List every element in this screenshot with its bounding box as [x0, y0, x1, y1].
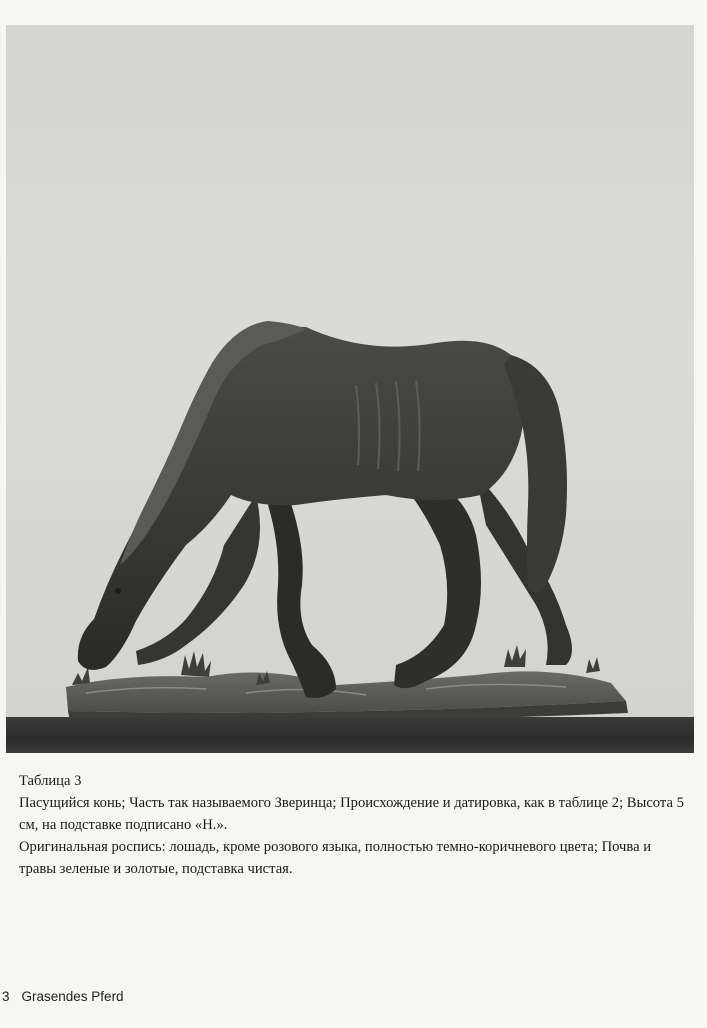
grazing-horse-figure	[6, 25, 694, 753]
plate-caption	[19, 770, 689, 880]
display-shelf	[6, 717, 694, 753]
horse-eye	[115, 588, 121, 594]
caption-description: Пасущийся конь; Часть так называемого Зверинца; Происхождение и датировка, как в таблице 2; Высота 5 см, на подставке подписано «Н.».	[19, 795, 684, 833]
caption-painting-note: Оригинальная роспись: лошадь, кроме розового языка, полностью темно-коричневого цвета; Почва и травы зеленые и золотые, подставка чистая.	[19, 839, 652, 877]
page-footer	[2, 989, 124, 1004]
front-leg-near	[268, 495, 336, 698]
footer-title: Grasendes Pferd	[21, 989, 124, 1004]
figure-base	[66, 671, 628, 722]
plate-label: Таблица 3	[19, 773, 82, 789]
hind-leg-near	[394, 475, 481, 688]
plate-photograph	[6, 25, 694, 753]
page-number: 3	[2, 989, 10, 1004]
